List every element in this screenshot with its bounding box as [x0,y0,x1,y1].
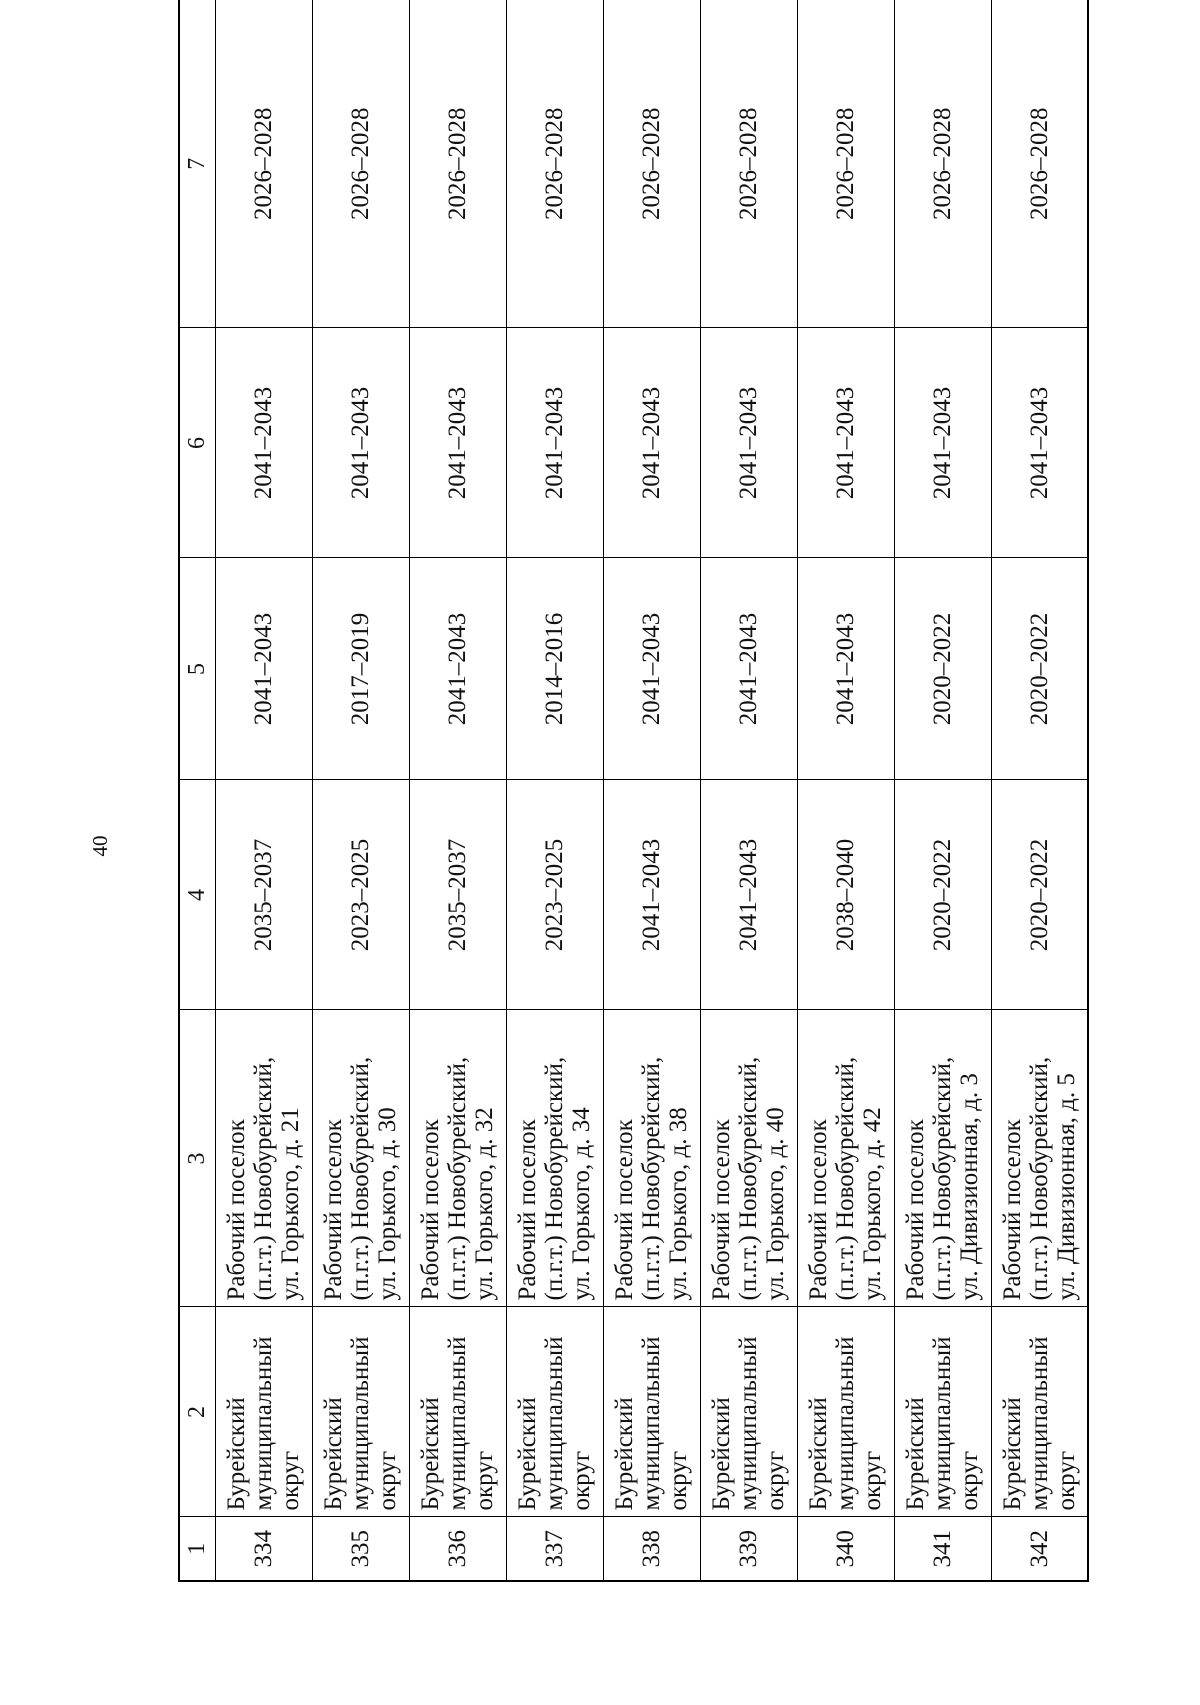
address-cell-line: Рабочий поселок [514,1119,541,1301]
period-cell-5: 2020–2022 [894,558,991,780]
records-table [178,0,1089,1582]
district-cell-line: округ [1052,1450,1080,1511]
district-cell-line: округ [374,1450,401,1511]
district-cell-line: Бурейский [902,1397,929,1511]
row-number-cell: 342 [991,1517,1088,1581]
district-cell-line: округ [568,1450,595,1511]
period-cell-4: 2023–2025 [506,780,603,1010]
address-cell-line: (п.г.т.) Новобурейский, [444,1056,471,1301]
district-cell-line: Бурейский [223,1397,250,1511]
address-cell-line: ул. Горького, д. 34 [568,1107,595,1301]
district-cell [797,1307,894,1517]
period-cell-4: 2041–2043 [700,780,797,1010]
period-cell-6: 2041–2043 [603,328,700,558]
district-cell-line: муниципальный [444,1336,471,1511]
district-cell-line: Бурейский [611,1397,638,1511]
address-cell-line: ул. Горького, д. 21 [277,1107,304,1301]
table-row [409,0,506,1581]
address-cell-line: (п.г.т.) Новобурейский, [541,1056,568,1301]
period-cell-7: 2026–2028 [797,0,894,328]
address-cell [409,1010,506,1307]
column-header-2: 2 [179,1307,215,1517]
district-cell [603,1307,700,1517]
address-cell-line: (п.г.т.) Новобурейский, [250,1056,277,1301]
period-cell-4: 2023–2025 [312,780,409,1010]
address-cell-line: Рабочий поселок [320,1119,347,1301]
period-cell-4: 2035–2037 [409,780,506,1010]
district-cell-line: округ [859,1450,886,1511]
district-cell-line: муниципальный [1025,1336,1053,1511]
district-cell [506,1307,603,1517]
district-cell [312,1307,409,1517]
address-cell [312,1010,409,1307]
district-cell-line: Бурейский [998,1397,1026,1511]
address-cell-line: (п.г.т.) Новобурейский, [638,1056,665,1301]
column-header-1: 1 [179,1517,215,1581]
column-header-6: 6 [179,328,215,558]
row-number-cell: 336 [409,1517,506,1581]
address-cell-line: (п.г.т.) Новобурейский, [929,1056,956,1301]
address-cell-line: (п.г.т.) Новобурейский, [347,1056,374,1301]
district-cell-line: муниципальный [832,1336,859,1511]
district-cell-line: муниципальный [638,1336,665,1511]
address-cell-line: ул. Дивизионная, д. 3 [956,1073,983,1301]
district-cell-line: округ [956,1450,983,1511]
district-cell [894,1307,991,1517]
period-cell-7: 2026–2028 [991,0,1088,328]
period-cell-6: 2041–2043 [215,328,312,558]
district-cell-line: муниципальный [250,1336,277,1511]
row-number-cell: 335 [312,1517,409,1581]
district-cell-line: муниципальный [347,1336,374,1511]
address-cell-line: ул. Горького, д. 32 [471,1107,498,1301]
row-number-cell: 337 [506,1517,603,1581]
table-row [215,0,312,1581]
period-cell-5: 2020–2022 [991,558,1088,780]
period-cell-4: 2041–2043 [603,780,700,1010]
period-cell-5: 2041–2043 [603,558,700,780]
district-cell-line: муниципальный [929,1336,956,1511]
district-cell [991,1307,1088,1517]
address-cell-line: ул. Горького, д. 38 [665,1107,692,1301]
address-cell-line: Рабочий поселок [902,1119,929,1301]
row-number-cell: 339 [700,1517,797,1581]
address-cell-line: Рабочий поселок [223,1119,250,1301]
address-cell [215,1010,312,1307]
period-cell-6: 2041–2043 [506,328,603,558]
district-cell-line: округ [471,1450,498,1511]
address-cell-line: ул. Горького, д. 42 [859,1107,886,1301]
district-cell-line: округ [277,1450,304,1511]
row-number-cell: 341 [894,1517,991,1581]
table-container [178,107,1087,1705]
district-cell-line: Бурейский [708,1397,735,1511]
period-cell-7: 2026–2028 [409,0,506,328]
period-cell-7: 2026–2028 [506,0,603,328]
table-row [603,0,700,1581]
address-cell [991,1010,1088,1307]
period-cell-4: 2020–2022 [894,780,991,1010]
period-cell-6: 2041–2043 [991,328,1088,558]
column-header-4: 4 [179,780,215,1010]
table-row [991,0,1088,1581]
column-header-5: 5 [179,558,215,780]
district-cell-line: Бурейский [514,1397,541,1511]
period-cell-5: 2041–2043 [409,558,506,780]
district-cell-line: муниципальный [735,1336,762,1511]
table-row [506,0,603,1581]
period-cell-4: 2020–2022 [991,780,1088,1010]
table-row [894,0,991,1581]
column-header-3: 3 [179,1010,215,1307]
period-cell-5: 2041–2043 [215,558,312,780]
address-cell [603,1010,700,1307]
header-row [179,0,215,1581]
period-cell-7: 2026–2028 [603,0,700,328]
period-cell-4: 2035–2037 [215,780,312,1010]
district-cell-line: Бурейский [320,1397,347,1511]
column-header-7: 7 [179,0,215,328]
period-cell-7: 2026–2028 [894,0,991,328]
period-cell-6: 2041–2043 [894,328,991,558]
period-cell-6: 2041–2043 [312,328,409,558]
period-cell-4: 2038–2040 [797,780,894,1010]
district-cell-line: округ [762,1450,789,1511]
district-cell-line: Бурейский [417,1397,444,1511]
page-number: 40 [88,835,112,857]
period-cell-5: 2041–2043 [797,558,894,780]
district-cell [700,1307,797,1517]
period-cell-5: 2014–2016 [506,558,603,780]
address-cell-line: Рабочий поселок [998,1119,1026,1301]
address-cell-line: Рабочий поселок [805,1119,832,1301]
address-cell-line: ул. Дивизионная, д. 5 [1052,1073,1080,1301]
address-cell [894,1010,991,1307]
district-cell-line: муниципальный [541,1336,568,1511]
address-cell-line: ул. Горького, д. 30 [374,1107,401,1301]
address-cell-line: Рабочий поселок [611,1119,638,1301]
period-cell-7: 2026–2028 [215,0,312,328]
table-row [312,0,409,1581]
address-cell-line: Рабочий поселок [417,1119,444,1301]
district-cell-line: Бурейский [805,1397,832,1511]
district-cell-line: округ [665,1450,692,1511]
row-number-cell: 340 [797,1517,894,1581]
period-cell-7: 2026–2028 [312,0,409,328]
address-cell [700,1010,797,1307]
address-cell [797,1010,894,1307]
table-row [700,0,797,1581]
period-cell-5: 2017–2019 [312,558,409,780]
period-cell-6: 2041–2043 [700,328,797,558]
district-cell [409,1307,506,1517]
address-cell-line: (п.г.т.) Новобурейский, [832,1056,859,1301]
address-cell-line: ул. Горького, д. 40 [762,1107,789,1301]
period-cell-7: 2026–2028 [700,0,797,328]
address-cell-line: (п.г.т.) Новобурейский, [1025,1056,1053,1301]
period-cell-6: 2041–2043 [409,328,506,558]
district-cell [215,1307,312,1517]
period-cell-5: 2041–2043 [700,558,797,780]
period-cell-6: 2041–2043 [797,328,894,558]
table-row [797,0,894,1581]
row-number-cell: 338 [603,1517,700,1581]
address-cell-line: Рабочий поселок [708,1119,735,1301]
row-number-cell: 334 [215,1517,312,1581]
address-cell [506,1010,603,1307]
address-cell-line: (п.г.т.) Новобурейский, [735,1056,762,1301]
